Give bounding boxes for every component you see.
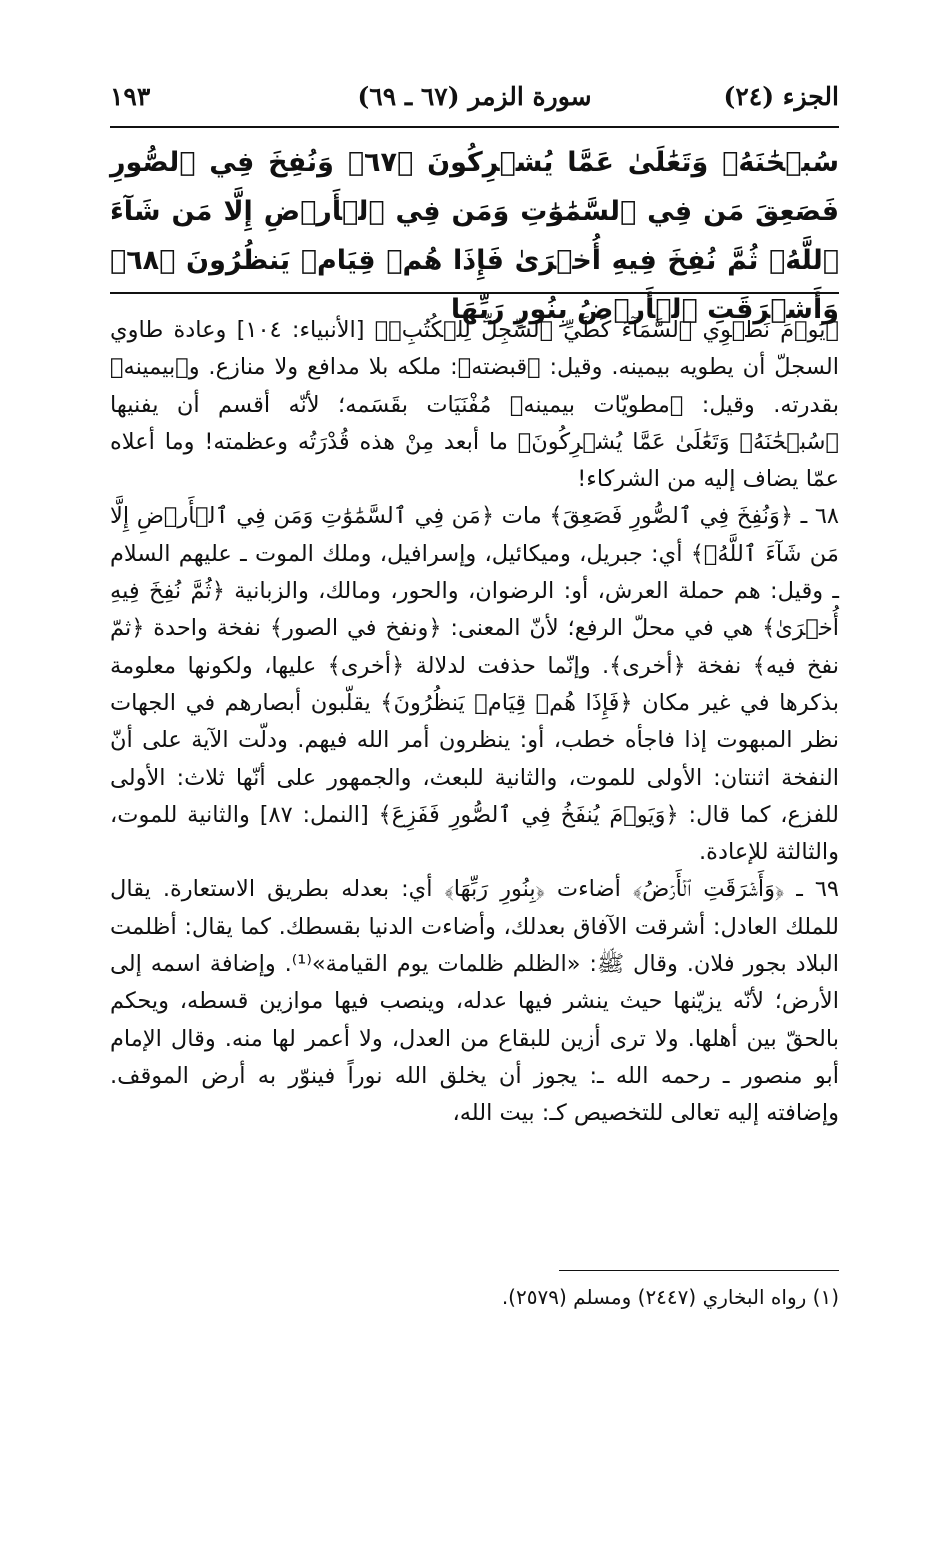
page-header (110, 82, 839, 122)
footnote-divider (559, 1270, 839, 1271)
verses-divider (110, 292, 839, 294)
commentary-paragraph: ٦٨ ـ ﴿وَنُفِخَ فِي ٱلصُّورِ فَصَعِقَ﴾ مات ﴿مَن فِي ٱلسَّمَٰوَٰتِ وَمَن فِي ٱلۡأَرۡضِ إِلَّا مَن شَآءَ ٱللَّهُۖ﴾ أي: جبريل، وميكائيل، وإسرافيل، وملك الموت ـ عليهم السلام ـ وقيل: هم حملة العرش، أو: الرضوان، والحور، ومالك، والزبانية ﴿ثُمَّ نُفِخَ فِيهِ أُخۡرَىٰ﴾ هي في محلّ الرفع؛ لأنّ المعنى: ﴿ونفخ في الصور﴾ نفخة واحدة ﴿ثمّ نفخ فيه﴾ نفخة ﴿أخرى﴾. وإنّما حذفت لدلالة ﴿أخرى﴾ عليها، ولكونها معلومة بذكرها في غير مكان ﴿فَإِذَا هُمۡ قِيَامٞ يَنظُرُونَ﴾ يقلّبون أبصارهم في الجهات نظر المبهوت إذا فاجأه خطب، أو: ينظرون أمر الله فيهم. ودلّت الآية على أنّ النفخة اثنتان: الأولى للموت، والثانية للبعث، والجمهور على أنّها ثلاث: الأولى للفزع، كما قال: ﴿وَيَوۡمَ يُنفَخُ فِي ٱلصُّورِ فَفَزِعَ﴾ [النمل: ٨٧] والثانية للموت، والثالثة للإعادة. (110, 503, 840, 866)
juz-label: الجزء (٢٤) (723, 82, 839, 111)
surah-title: سورة الزمر (٦٧ ـ ٦٩) (357, 82, 592, 111)
quran-verses: سُبۡحَٰنَهُۥ وَتَعَٰلَىٰ عَمَّا يُشۡرِكُونَ ﴿٦٧﴾ وَنُفِخَ فِي ٱلصُّورِ فَصَعِقَ مَن فِي ٱلسَّمَٰوَٰتِ وَمَن فِي ٱلۡأَرۡضِ إِلَّا مَن شَآءَ ٱللَّهُۖ ثُمَّ نُفِخَ فِيهِ أُخۡرَىٰ فَإِذَا هُمۡ قِيَامٞ يَنظُرُونَ ﴿٦٨﴾ وَأَشۡرَقَتِ ٱلۡأَرۡضُ بِنُورِ رَبِّهَا (110, 147, 839, 325)
header-divider (110, 126, 839, 128)
footnote: (١) رواه البخاري (٢٤٤٧) ومسلم (٢٥٧٩). (501, 1285, 839, 1309)
commentary-paragraph: ٦٩ ـ ﴿وَأَشۡرَقَتِ ٱلۡأَرۡضُ﴾ أضاءت ﴿بِنُورِ رَبِّهَا﴾ أي: بعدله بطريق الاستعارة. يقال للملك العادل: أشرقت الآفاق بعدلك، وأضاءت الدنيا بقسطك. كما يقال: أظلمت البلاد بجور فلان. وقال ﷺ: «الظلم ظلمات يوم القيامة»⁽¹⁾. وإضافة اسمه إلى الأرض؛ لأنّه يزيّنها حيث ينشر فيها عدله، وينصب فيها موازين قسطه، ويحكم بالحقّ بين أهلها. ولا ترى أزين للبقاع من العدل، ولا أعمر لها منه. وقال الإمام أبو منصور ـ رحمه الله ـ: يجوز أن يخلق الله نوراً فينوّر به أرض الموقف. وإضافته إليه تعالى للتخصيص كـ: بيت الله، (110, 876, 839, 1127)
page-number: ١٩٣ (110, 82, 151, 111)
commentary-paragraph: ﴿يَوۡمَ نَطۡوِي ٱلسَّمَآءَ كَطَيِّ ٱلسِّجِلِّ لِلۡكُتُبِۚ﴾ [الأنبياء: ١٠٤] وعادة طاوي السجلّ أن يطويه بيمينه. وقيل: ﴿قبضته﴾: ملكه بلا مدافع ولا منازع. و﴿بيمينه﴾ بقدرته. وقيل: ﴿مطويّات بيمينه﴾ مُفْنَيَات بقَسَمه؛ لأنّه أقسم أن يفنيها ﴿سُبۡحَٰنَهُۥ وَتَعَٰلَىٰ عَمَّا يُشۡرِكُونَ﴾ ما أبعد مِنْ هذه قُدْرَتُه وعظمته! وما أعلاه عمّا يضاف إليه من الشركاء! (110, 317, 840, 493)
commentary-text (110, 312, 839, 1562)
